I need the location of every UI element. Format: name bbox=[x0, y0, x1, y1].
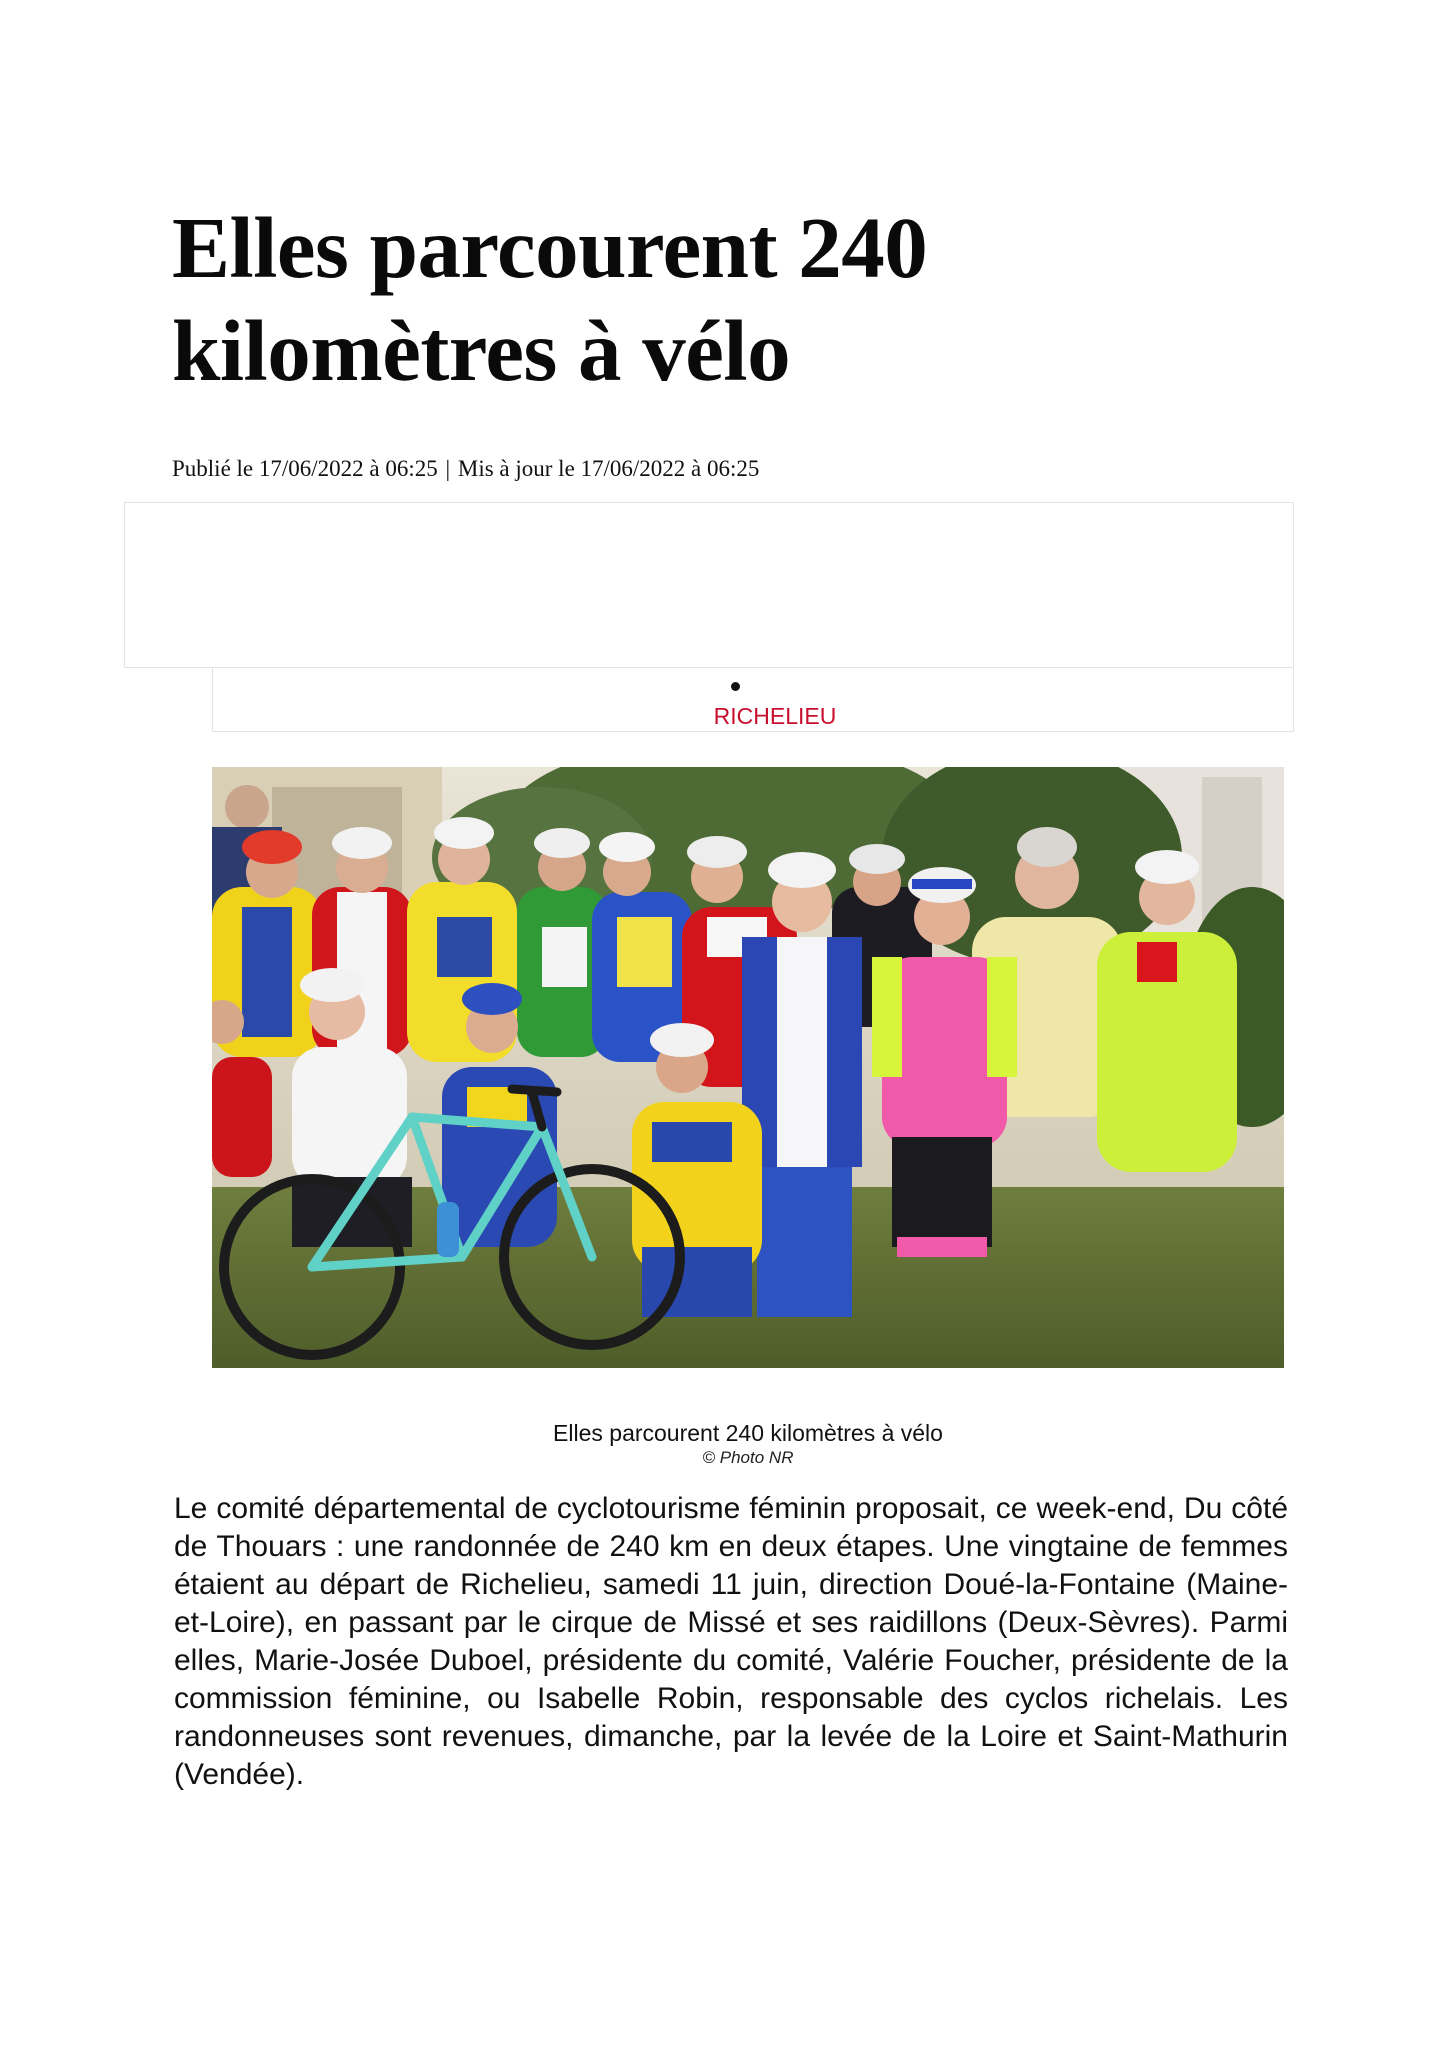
updated-date: Mis à jour le 17/06/2022 à 06:25 bbox=[457, 456, 760, 481]
ad-placeholder bbox=[124, 502, 1294, 668]
article-photo bbox=[212, 767, 1284, 1368]
group-cyclists-image bbox=[212, 767, 1284, 1368]
article-title: Elles parcourent 240 kilomètres à vélo bbox=[172, 199, 928, 399]
publication-meta bbox=[172, 454, 759, 484]
article-body: Le comité départemental de cyclotourisme féminin proposait, ce week-end, Du côté de Thouars : une randonnée de 240 km en deux étapes. Une vingtaine de femmes étaient au départ de Richelieu, samedi 11 juin, direction Doué-la-Fontaine (Maine-et-Loire), en passant par le cirque de Missé et ses raidillons (Deux-Sèvres). Parmi elles, Marie-Josée Duboel, présidente du comité, Valérie Foucher, présidente de la commission féminine, ou Isabelle Robin, responsable des cyclos richelais. Les randonneuses sont revenues, dimanche, par la levée de la Loire et Saint-Mathurin (Vendée). bbox=[174, 1492, 1288, 1791]
photo-caption: Elles parcourent 240 kilomètres à vélo bbox=[553, 1420, 943, 1446]
published-date: Publié le 17/06/2022 à 06:25 bbox=[172, 456, 438, 481]
bullet-icon bbox=[731, 682, 740, 691]
photo-credit: © Photo NR bbox=[702, 1448, 794, 1467]
tag-link-richelieu[interactable]: RICHELIEU bbox=[713, 703, 837, 729]
meta-separator: | bbox=[445, 456, 451, 481]
